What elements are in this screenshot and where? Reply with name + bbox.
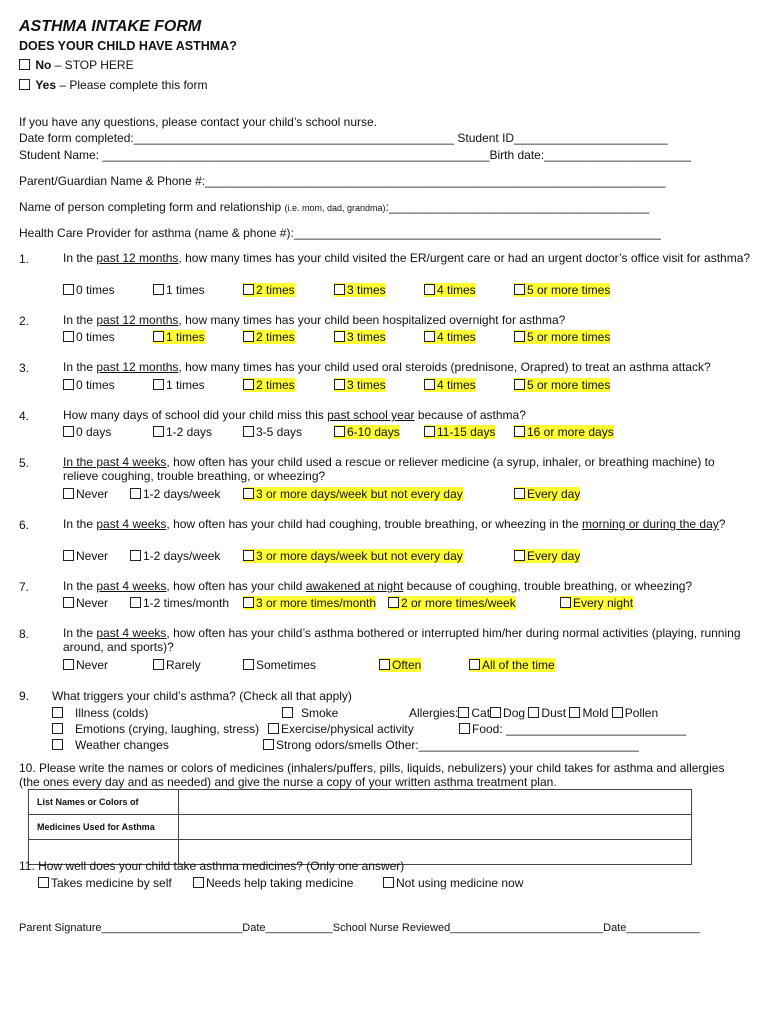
q1-option[interactable]: 1 times bbox=[153, 283, 205, 297]
form-title: ASTHMA INTAKE FORM bbox=[19, 18, 202, 35]
q1-option[interactable]: 0 times bbox=[63, 283, 115, 297]
q4-option[interactable]: 11-15 days bbox=[424, 425, 495, 439]
no-checkbox[interactable] bbox=[19, 59, 30, 70]
question-number: 2. bbox=[19, 314, 30, 328]
q8-option[interactable]: Often bbox=[379, 658, 421, 672]
question-number: 6. bbox=[19, 518, 30, 532]
q1-option[interactable]: 2 times bbox=[243, 283, 295, 297]
q2-option[interactable]: 4 times bbox=[424, 330, 476, 344]
question-number: 4. bbox=[19, 409, 30, 423]
question-text: In the past 4 weeks, how often has your child used a rescue or reliever medicine (a syrup, inhaler, or breathing machine) to relieve coughing, trouble breathing, or wheezing? bbox=[63, 455, 715, 483]
q2-option[interactable]: 5 or more times bbox=[514, 330, 610, 344]
q6-option[interactable]: 1-2 days/week bbox=[130, 549, 220, 563]
q5-option[interactable]: Never bbox=[63, 487, 108, 501]
q8-option[interactable]: Sometimes bbox=[243, 658, 316, 672]
medicines-input[interactable] bbox=[179, 790, 692, 815]
q4-option[interactable]: 1-2 days bbox=[153, 425, 212, 439]
medicines-table bbox=[28, 789, 692, 865]
food-allergy-field[interactable]: Food: ___________________________ bbox=[459, 722, 686, 736]
q5-option[interactable]: 1-2 days/week bbox=[130, 487, 220, 501]
question-text: 10. Please write the names or colors of medicines (inhalers/puffers, pills, liquids, nebulizers) your child takes for asthma and allergies (the ones every day and as needed) and give the nurse a copy of your written asthma treatment plan. bbox=[19, 761, 725, 789]
trigger-option[interactable]: Weather changes bbox=[52, 738, 169, 752]
asthma-question: DOES YOUR CHILD HAVE ASTHMA? bbox=[19, 39, 237, 53]
no-option[interactable]: No – STOP HERE bbox=[19, 58, 134, 72]
parent-name-field[interactable]: Parent/Guardian Name & Phone #:_____________________________________________________________________ bbox=[19, 174, 666, 188]
q6-option[interactable]: Never bbox=[63, 549, 108, 563]
q3-option[interactable]: 5 or more times bbox=[514, 378, 610, 392]
q4-option[interactable]: 3-5 days bbox=[243, 425, 302, 439]
yes-checkbox[interactable] bbox=[19, 79, 30, 90]
q11-option[interactable]: Needs help taking medicine bbox=[193, 876, 353, 890]
q7-option[interactable]: Never bbox=[63, 596, 108, 610]
q7-option[interactable]: Every night bbox=[560, 596, 633, 610]
question-text: In the past 12 months, how many times has your child visited the ER/urgent care or had an urgent doctor’s office visit for asthma? bbox=[63, 251, 751, 265]
contact-note: If you have any questions, please contact your child’s school nurse. bbox=[19, 115, 377, 129]
q1-option[interactable]: 5 or more times bbox=[514, 283, 610, 297]
q4-option[interactable]: 0 days bbox=[63, 425, 111, 439]
q4-option[interactable]: 16 or more days bbox=[514, 425, 614, 439]
person-completing-field[interactable]: Name of person completing form and relationship (i.e. mom, dad, grandma):_______________________________________ bbox=[19, 200, 650, 214]
q7-option[interactable]: 2 or more times/week bbox=[388, 596, 516, 610]
allergies-row: Allergies: Cat Dog Dust Mold Pollen bbox=[409, 706, 659, 720]
q3-option[interactable]: 0 times bbox=[63, 378, 115, 392]
question-number: 8. bbox=[19, 627, 30, 641]
question-number: 7. bbox=[19, 580, 30, 594]
q3-option[interactable]: 2 times bbox=[243, 378, 295, 392]
medicines-label-2: Medicines Used for Asthma bbox=[29, 815, 179, 840]
q2-option[interactable]: 3 times bbox=[334, 330, 386, 344]
q5-option[interactable]: 3 or more days/week but not every day bbox=[243, 487, 463, 501]
q1-option[interactable]: 4 times bbox=[424, 283, 476, 297]
q6-option[interactable]: 3 or more days/week but not every day bbox=[243, 549, 463, 563]
question-text: In the past 4 weeks, how often has your child had coughing, trouble breathing, or wheezing in the morning or during the day? bbox=[63, 517, 726, 531]
q7-option[interactable]: 3 or more times/month bbox=[243, 596, 376, 610]
q4-option[interactable]: 6-10 days bbox=[334, 425, 400, 439]
q2-option[interactable]: 2 times bbox=[243, 330, 295, 344]
q3-option[interactable]: 3 times bbox=[334, 378, 386, 392]
q5-option[interactable]: Every day bbox=[514, 487, 580, 501]
q6-option[interactable]: Every day bbox=[514, 549, 580, 563]
question-text: In the past 12 months, how many times has your child used oral steroids (prednisone, Orapred) to treat an asthma attack? bbox=[63, 360, 711, 374]
trigger-option[interactable]: Emotions (crying, laughing, stress) bbox=[52, 722, 259, 736]
q1-option[interactable]: 3 times bbox=[334, 283, 386, 297]
question-text: 11. How well does your child take asthma medicines? (Only one answer) bbox=[19, 859, 405, 873]
question-text: In the past 4 weeks, how often has your child’s asthma bothered or interrupted him/her during normal activities (playing, running around, and sports)? bbox=[63, 626, 741, 654]
date-completed-field[interactable]: Date form completed:________________________________________________ Student ID_______________________ bbox=[19, 131, 668, 145]
q2-option[interactable]: 0 times bbox=[63, 330, 115, 344]
trigger-option[interactable]: Strong odors/smells Other:_________________________________ bbox=[263, 738, 639, 752]
question-number: 9. bbox=[19, 689, 30, 703]
question-text: In the past 12 months, how many times has your child been hospitalized overnight for asthma? bbox=[63, 313, 566, 327]
q8-option[interactable]: Never bbox=[63, 658, 108, 672]
medicines-label-1: List Names or Colors of bbox=[29, 790, 179, 815]
q2-option[interactable]: 1 times bbox=[153, 330, 205, 344]
yes-option[interactable]: Yes – Please complete this form bbox=[19, 78, 207, 92]
question-text: In the past 4 weeks, how often has your child awakened at night because of coughing, trouble breathing, or wheezing? bbox=[63, 579, 693, 593]
q11-option[interactable]: Takes medicine by self bbox=[38, 876, 172, 890]
question-number: 1. bbox=[19, 252, 30, 266]
q8-option[interactable]: Rarely bbox=[153, 658, 201, 672]
question-number: 5. bbox=[19, 456, 30, 470]
question-text: What triggers your child’s asthma? (Check all that apply) bbox=[52, 689, 352, 703]
q11-option[interactable]: Not using medicine now bbox=[383, 876, 523, 890]
q3-option[interactable]: 1 times bbox=[153, 378, 205, 392]
medicines-input[interactable] bbox=[179, 815, 692, 840]
q8-option[interactable]: All of the time bbox=[469, 658, 555, 672]
question-number: 3. bbox=[19, 361, 30, 375]
trigger-option[interactable]: Exercise/physical activity bbox=[268, 722, 414, 736]
trigger-option[interactable]: Smoke bbox=[282, 706, 338, 720]
q7-option[interactable]: 1-2 times/month bbox=[130, 596, 229, 610]
trigger-option[interactable]: Illness (colds) bbox=[52, 706, 148, 720]
provider-field[interactable]: Health Care Provider for asthma (name & phone #):_______________________________________________________ bbox=[19, 226, 661, 240]
question-text: How many days of school did your child miss this past school year because of asthma? bbox=[63, 408, 526, 422]
q3-option[interactable]: 4 times bbox=[424, 378, 476, 392]
signature-line[interactable]: Parent Signature_______________________Date___________School Nurse Reviewed_________________________Date____________ bbox=[19, 922, 700, 934]
student-name-field[interactable]: Student Name: __________________________________________________________Birth date:______________________ bbox=[19, 148, 691, 162]
